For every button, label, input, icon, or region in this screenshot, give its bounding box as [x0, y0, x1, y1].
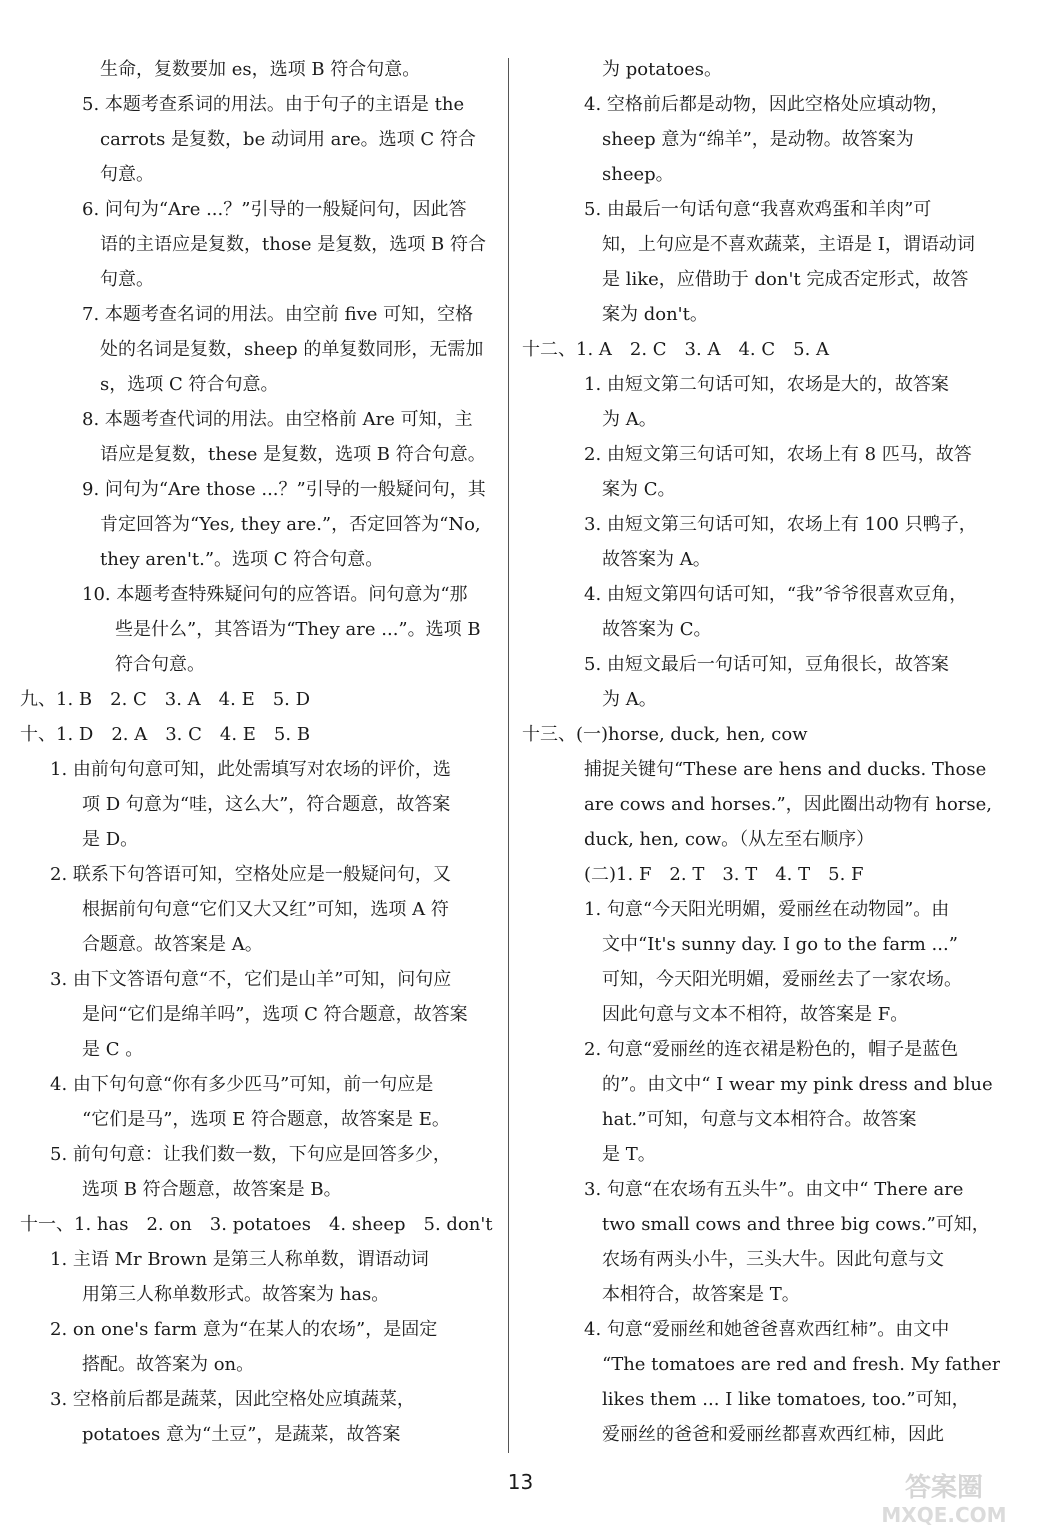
text-line: 生命，复数要加 es，选项 B 符合句意。 — [100, 59, 421, 80]
text-line: 符合句意。 — [115, 654, 205, 675]
text-line: 10. 本题考查特殊疑问句的应答语。问句意为“那 — [82, 584, 468, 605]
text-line: 4. 由下句句意“你有多少匹马”可知，前一句应是 — [50, 1074, 434, 1095]
text-line: 些是什么”，其答语为“They are ...”。选项 B — [115, 619, 481, 640]
text-line: 句意。 — [100, 269, 154, 290]
text-line: 本相符合，故答案是 T。 — [602, 1284, 800, 1305]
text-line: 可知，今天阳光明媚，爱丽丝去了一家农场。 — [602, 969, 962, 990]
text-line: 根据前句句意“它们又大又红”可知，选项 A 符 — [82, 899, 449, 920]
left-column — [20, 52, 498, 1452]
text-line: 3. 空格前后都是蔬菜，因此空格处应填蔬菜， — [50, 1389, 415, 1410]
watermark-text: 答案圈 — [904, 1473, 984, 1503]
text-line: 故答案为 C。 — [602, 619, 712, 640]
text-line: 十三、(一)horse, duck, hen, cow — [522, 724, 808, 745]
text-line: 搭配。故答案为 on。 — [82, 1354, 255, 1375]
text-line: 十二、1. A 2. C 3. A 4. C 5. A — [522, 339, 830, 360]
text-line: 1. 句意“今天阳光明媚，爱丽丝在动物园”。由 — [584, 899, 950, 920]
text-line: 的”。由文中“ I wear my pink dress and blue — [602, 1074, 993, 1095]
text-line: duck, hen, cow。（从左至右顺序） — [584, 829, 875, 850]
text-line: “它们是马”，选项 E 符合题意，故答案是 E。 — [82, 1109, 450, 1130]
page-number: 13 — [507, 1470, 534, 1494]
watermark-logo — [862, 1466, 1027, 1528]
text-line: two small cows and three big cows.”可知， — [602, 1214, 990, 1235]
text-line: 8. 本题考查代词的用法。由空格前 Are 可知，主 — [82, 409, 473, 430]
text-line: 知，上句应是不喜欢蔬菜，主语是 I，谓语动词 — [602, 234, 975, 255]
text-line: 3. 句意“在农场有五头牛”。由文中“ There are — [584, 1179, 964, 1200]
text-line: 1. 主语 Mr Brown 是第三人称单数，谓语动词 — [50, 1249, 429, 1270]
text-line: 文中“It's sunny day. I go to the farm ...” — [602, 934, 958, 955]
text-line: 捕捉关键句“These are hens and ducks. Those — [584, 759, 987, 780]
text-line: 6. 问句为“Are ...？”引导的一般疑问句，因此答 — [82, 199, 467, 220]
text-line: 1. 由前句句意可知，此处需填写对农场的评价，选 — [50, 759, 451, 780]
text-line: 九、1. B 2. C 3. A 4. E 5. D — [20, 689, 311, 710]
text-line: sheep。 — [602, 164, 674, 185]
text-line: 因此句意与文本不相符，故答案是 F。 — [602, 1004, 909, 1025]
text-line: 案为 C。 — [602, 479, 676, 500]
text-line: 项 D 句意为“哇，这么大”，符合题意，故答案 — [82, 794, 451, 815]
text-line: 十一、1. has 2. on 3. potatoes 4. sheep 5. don't — [20, 1214, 493, 1235]
text-line: 语应是复数，these 是复数，选项 B 符合句意。 — [100, 444, 486, 465]
text-line: 爱丽丝的爸爸和爱丽丝都喜欢西红柿，因此 — [602, 1424, 944, 1445]
text-line: 语的主语应是复数，those 是复数，选项 B 符合 — [100, 234, 486, 255]
text-line: 9. 问句为“Are those ...？”引导的一般疑问句，其 — [82, 479, 486, 500]
text-line: 案为 don't。 — [602, 304, 708, 325]
text-line: 选项 B 符合题意，故答案是 B。 — [82, 1179, 342, 1200]
text-line: 十、1. D 2. A 3. C 4. E 5. B — [20, 724, 311, 745]
text-line: 2. 联系下句答语可知，空格处应是一般疑问句，又 — [50, 864, 451, 885]
text-line: 3. 由下文答语句意“不，它们是山羊”可知，问句应 — [50, 969, 452, 990]
text-line: 4. 空格前后都是动物，因此空格处应填动物， — [584, 94, 949, 115]
text-line: 是问“它们是绵羊吗”，选项 C 符合题意，故答案 — [82, 1004, 468, 1025]
text-line: 5. 本题考查系词的用法。由于句子的主语是 the — [82, 94, 465, 115]
text-line: 是 T。 — [602, 1144, 656, 1165]
text-line: hat.”可知，句意与文本相符合。故答案 — [602, 1109, 917, 1130]
text-line: 为 A。 — [602, 689, 657, 710]
text-line: potatoes 意为“土豆”，是蔬菜，故答案 — [82, 1424, 401, 1445]
text-line: 2. 由短文第三句话可知，农场上有 8 匹马，故答 — [584, 444, 972, 465]
text-line: “The tomatoes are red and fresh. My father — [602, 1354, 1000, 1375]
text-line: 是 C 。 — [82, 1039, 144, 1060]
text-line: 5. 由最后一句话句意“我喜欢鸡蛋和羊肉”可 — [584, 199, 932, 220]
text-line: 4. 由短文第四句话可知，“我”爷爷很喜欢豆角， — [584, 584, 968, 605]
column-divider — [508, 58, 509, 1453]
text-line: (二)1. F 2. T 3. T 4. T 5. F — [584, 864, 864, 885]
text-line: 2. 句意“爱丽丝的连衣裙是粉色的，帽子是蓝色 — [584, 1039, 959, 1060]
text-line: likes them ... I like tomatoes, too.”可知， — [602, 1389, 970, 1410]
text-line: 为 A。 — [602, 409, 657, 430]
text-line: 合题意。故答案是 A。 — [82, 934, 263, 955]
text-line: 故答案为 A。 — [602, 549, 711, 570]
text-line: 肯定回答为“Yes, they are.”，否定回答为“No, — [100, 514, 481, 535]
text-line: 4. 句意“爱丽丝和她爸爸喜欢西红柿”。由文中 — [584, 1319, 950, 1340]
text-line: 处的名词是复数，sheep 的单复数同形，无需加 — [100, 339, 484, 360]
text-line: carrots 是复数，be 动词用 are。选项 C 符合 — [100, 129, 476, 150]
text-line: 句意。 — [100, 164, 154, 185]
text-line: 2. on one's farm 意为“在某人的农场”，是固定 — [50, 1319, 438, 1340]
text-line: s，选项 C 符合句意。 — [100, 374, 279, 395]
text-line: are cows and horses.”，因此圈出动物有 horse, — [584, 794, 993, 815]
text-line: 为 potatoes。 — [602, 59, 723, 80]
text-line: 是 like，应借助于 don't 完成否定形式，故答 — [602, 269, 969, 290]
text-line: they aren't.”。选项 C 符合句意。 — [100, 549, 384, 570]
text-line: sheep 意为“绵羊”，是动物。故答案为 — [602, 129, 914, 150]
text-line: 用第三人称单数形式。故答案为 has。 — [82, 1284, 390, 1305]
text-line: 3. 由短文第三句话可知，农场上有 100 只鸭子， — [584, 514, 977, 535]
text-line: 7. 本题考查名词的用法。由空前 five 可知，空格 — [82, 304, 474, 325]
text-line: 农场有两头小牛，三头大牛。因此句意与文 — [602, 1249, 944, 1270]
text-line: 1. 由短文第二句话可知，农场是大的，故答案 — [584, 374, 949, 395]
right-column — [522, 52, 1000, 1452]
watermark-subtext: MXQE.COM — [881, 1503, 1007, 1527]
text-line: 是 D。 — [82, 829, 139, 850]
text-line: 5. 由短文最后一句话可知，豆角很长，故答案 — [584, 654, 949, 675]
text-line: 5. 前句句意：让我们数一数，下句应是回答多少， — [50, 1144, 451, 1165]
